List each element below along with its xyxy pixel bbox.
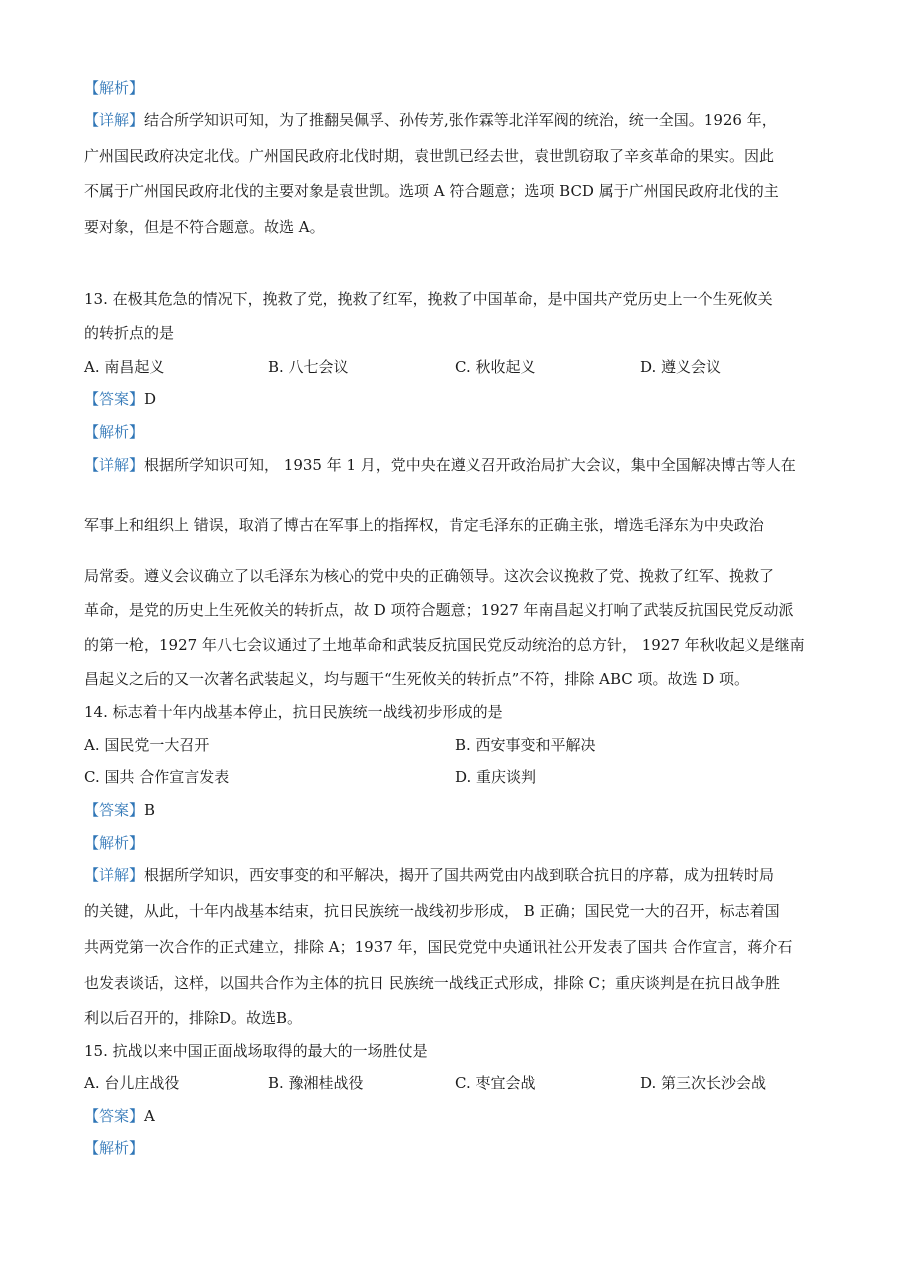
detail-line-12-4: 要对象，但是不符合题意。故选 A。	[84, 218, 325, 236]
question-13-stem-1: 13. 在极其危急的情况下，挽救了党，挽救了红军，挽救了中国革命，是中国共产党历史上一个生死攸关	[84, 290, 773, 308]
analysis-heading-12: 【解析】	[84, 79, 145, 97]
detail-line-13-3: 局常委。遵义会议确立了以毛泽东为核心的党中央的正确领导。这次会议挽救了党、挽救了红军、挽救了	[84, 567, 775, 585]
question-14-option-d: D. 重庆谈判	[455, 768, 537, 786]
question-15-option-a: A. 台儿庄战役	[84, 1074, 180, 1092]
question-14-option-a: A. 国民党一大召开	[84, 736, 210, 754]
question-14-option-c: C. 国共 合作宣言发表	[84, 768, 230, 786]
detail-line-13-1: 【详解】根据所学知识可知， 1935 年 1 月，党中央在遵义召开政治局扩大会议，集中全国解决博古等人在	[84, 456, 796, 474]
detail-line-14-3: 共两党第一次合作的正式建立，排除 A；1937 年，国民党党中央通讯社公开发表了国共 合作宣言，蒋介石	[84, 938, 793, 956]
detail-line-12-2: 广州国民政府决定北伐。广州国民政府北伐时期，袁世凯已经去世，袁世凯窃取了辛亥革命的果实。因此	[84, 147, 775, 165]
answer-15: 【答案】A	[84, 1107, 155, 1125]
detail-line-13-4: 革命，是党的历史上生死攸关的转折点，故 D 项符合题意；1927 年南昌起义打响了武装反抗国民党反动派	[84, 601, 794, 619]
question-13-stem-2: 的转折点的是	[84, 324, 175, 342]
question-15-option-c: C. 枣宜会战	[455, 1074, 536, 1092]
detail-line-12-3: 不属于广州国民政府北伐的主要对象是袁世凯。选项 A 符合题意；选项 BCD 属于广州国民政府北伐的主	[84, 182, 779, 200]
analysis-heading-13: 【解析】	[84, 423, 145, 441]
detail-line-13-5: 的第一枪，1927 年八七会议通过了土地革命和武装反抗国民党反动统治的总方针， 1927 年秋收起义是继南	[84, 636, 805, 654]
answer-13: 【答案】D	[84, 390, 157, 408]
detail-line-14-2: 的关键，从此，十年内战基本结束，抗日民族统一战线初步形成， B 正确；国民党一大的召开，标志着国	[84, 902, 780, 920]
question-13-option-b: B. 八七会议	[268, 358, 349, 376]
detail-line-14-4: 也发表谈话，这样，以国共合作为主体的抗日 民族统一战线正式形成，排除 C；重庆谈判是在抗日战争胜	[84, 974, 781, 992]
question-13-option-c: C. 秋收起义	[455, 358, 536, 376]
detail-line-13-2: 军事上和组织上 错误，取消了博古在军事上的指挥权，肯定毛泽东的正确主张，增选毛泽东为中央政治	[84, 516, 764, 534]
question-15-option-b: B. 豫湘桂战役	[268, 1074, 364, 1092]
question-15-stem: 15. 抗战以来中国正面战场取得的最大的一场胜仗是	[84, 1042, 428, 1060]
detail-line-13-6: 昌起义之后的又一次著名武装起义，均与题干“生死攸关的转折点”不符，排除 ABC 项。故选 D 项。	[84, 670, 750, 688]
detail-line-12-1: 【详解】结合所学知识可知，为了推翻吴佩孚、孙传芳,张作霖等北洋军阀的统治，统一全国。1926 年，	[84, 111, 777, 129]
question-15-option-d: D. 第三次长沙会战	[640, 1074, 767, 1092]
question-14-stem: 14. 标志着十年内战基本停止，抗日民族统一战线初步形成的是	[84, 703, 503, 721]
detail-line-14-1: 【详解】根据所学知识，西安事变的和平解决，揭开了国共两党由内战到联合抗日的序幕，成为扭转时局	[84, 866, 775, 884]
answer-14: 【答案】B	[84, 801, 156, 819]
question-14-option-b: B. 西安事变和平解决	[455, 736, 596, 754]
question-13-option-d: D. 遵义会议	[640, 358, 722, 376]
analysis-heading-14: 【解析】	[84, 834, 145, 852]
question-13-option-a: A. 南昌起义	[84, 358, 165, 376]
detail-line-14-5: 利以后召开的，排除D。故选B。	[84, 1009, 303, 1027]
analysis-heading-15: 【解析】	[84, 1139, 145, 1157]
